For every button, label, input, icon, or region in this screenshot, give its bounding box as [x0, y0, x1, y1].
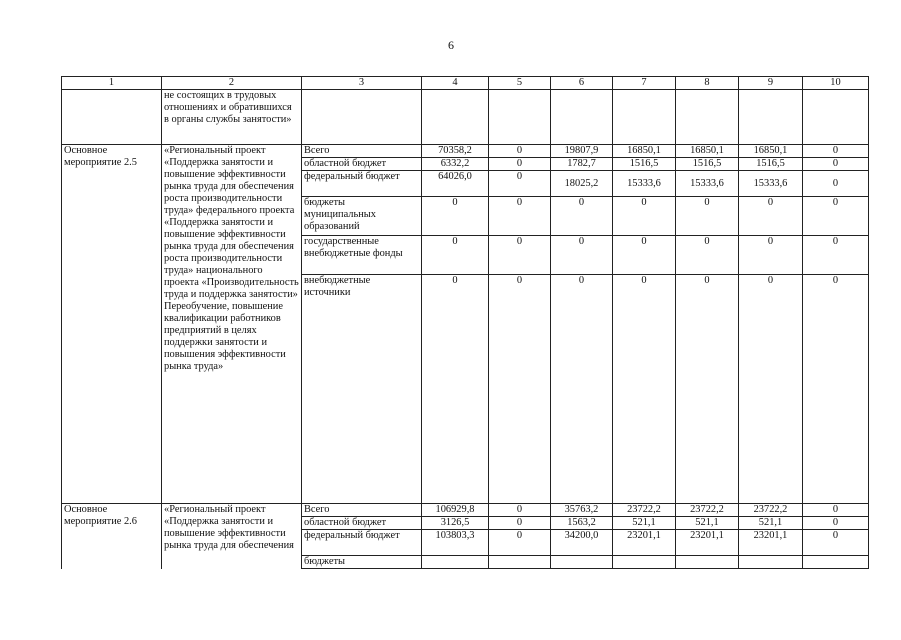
- header-cell: 4: [422, 77, 489, 90]
- funding-source: бюджеты муниципальных образований: [302, 197, 422, 236]
- value-cell: [676, 556, 739, 569]
- value-cell: 6332,2: [422, 158, 489, 171]
- value-cell: 23201,1: [739, 530, 803, 556]
- header-cell: 3: [302, 77, 422, 90]
- empty-cell: [489, 90, 551, 145]
- funding-source: Всего: [302, 145, 422, 158]
- activity-name: Основное мероприятие 2.5: [62, 145, 162, 504]
- header-cell: 6: [551, 77, 613, 90]
- empty-cell: [676, 90, 739, 145]
- value-cell: 0: [803, 236, 869, 275]
- value-cell: [613, 556, 676, 569]
- header-cell: 7: [613, 77, 676, 90]
- header-cell: 9: [739, 77, 803, 90]
- value-cell: 0: [803, 145, 869, 158]
- value-cell: 23722,2: [739, 504, 803, 517]
- funding-source: областной бюджет: [302, 517, 422, 530]
- value-cell: 35763,2: [551, 504, 613, 517]
- value-cell: [551, 556, 613, 569]
- funding-source: государственные внебюджетные фонды: [302, 236, 422, 275]
- value-cell: 0: [803, 158, 869, 171]
- value-cell: 0: [803, 275, 869, 504]
- value-cell: 0: [676, 275, 739, 504]
- value-cell: 0: [422, 236, 489, 275]
- value-cell: 0: [803, 197, 869, 236]
- value-cell: 23201,1: [676, 530, 739, 556]
- value-cell: 106929,8: [422, 504, 489, 517]
- value-cell: 19807,9: [551, 145, 613, 158]
- continuation-row: [62, 90, 869, 145]
- value-cell: [803, 556, 869, 569]
- value-cell: 0: [422, 275, 489, 504]
- table-row: [62, 145, 869, 158]
- value-cell: 0: [489, 236, 551, 275]
- value-cell: 16850,1: [676, 145, 739, 158]
- value-cell: 0: [489, 145, 551, 158]
- value-cell: 0: [489, 530, 551, 556]
- value-cell: 0: [739, 236, 803, 275]
- value-cell: 0: [803, 530, 869, 556]
- value-cell: 0: [489, 504, 551, 517]
- page-number: 6: [448, 38, 454, 52]
- value-cell: 18025,2: [551, 171, 613, 197]
- header-cell: 2: [162, 77, 302, 90]
- header-cell: 10: [803, 77, 869, 90]
- value-cell: 23722,2: [613, 504, 676, 517]
- value-cell: 0: [422, 197, 489, 236]
- table-row: [62, 504, 869, 517]
- empty-cell: [803, 90, 869, 145]
- continuation-text: не состоящих в трудовых отношениях и обратившихся в органы службы занятости»: [162, 90, 302, 145]
- header-row: [62, 77, 869, 90]
- value-cell: 521,1: [613, 517, 676, 530]
- value-cell: 0: [551, 197, 613, 236]
- value-cell: 521,1: [739, 517, 803, 530]
- funding-source: Всего: [302, 504, 422, 517]
- value-cell: 16850,1: [739, 145, 803, 158]
- value-cell: 0: [613, 197, 676, 236]
- header-cell: 5: [489, 77, 551, 90]
- header-cell: 8: [676, 77, 739, 90]
- value-cell: 70358,2: [422, 145, 489, 158]
- value-cell: [739, 556, 803, 569]
- header-cell: 1: [62, 77, 162, 90]
- value-cell: 23722,2: [676, 504, 739, 517]
- value-cell: [422, 556, 489, 569]
- funding-source: федеральный бюджет: [302, 530, 422, 556]
- empty-cell: [422, 90, 489, 145]
- value-cell: [489, 556, 551, 569]
- value-cell: 15333,6: [613, 171, 676, 197]
- value-cell: 1516,5: [613, 158, 676, 171]
- value-cell: 103803,3: [422, 530, 489, 556]
- value-cell: 0: [489, 158, 551, 171]
- value-cell: 0: [613, 236, 676, 275]
- activity-name: Основное мероприятие 2.6: [62, 504, 162, 569]
- value-cell: 0: [676, 197, 739, 236]
- value-cell: 0: [489, 275, 551, 504]
- value-cell: 0: [489, 171, 551, 197]
- value-cell: 23201,1: [613, 530, 676, 556]
- value-cell: 0: [739, 275, 803, 504]
- value-cell: 1782,7: [551, 158, 613, 171]
- budget-table: [61, 76, 869, 569]
- activity-description: «Региональный проект «Поддержка занятости и повышение эффективности рынка труда для обеспечения роста производительности труда» федерального проекта «Поддержка занятости и повышение эффективности рынка труда для обеспечения роста производительности труда» национального проекта «Производительность труда и поддержка занятости» Переобучение, повышение квалификации работников предприятий в целях поддержки занятости и повышения эффективности рынка труда»: [162, 145, 302, 504]
- value-cell: 0: [803, 504, 869, 517]
- value-cell: 0: [803, 517, 869, 530]
- activity-description: «Региональный проект «Поддержка занятости и повышение эффективности рынка труда для обеспечения: [162, 504, 302, 569]
- funding-source: областной бюджет: [302, 158, 422, 171]
- value-cell: 15333,6: [676, 171, 739, 197]
- value-cell: 0: [551, 236, 613, 275]
- value-cell: 16850,1: [613, 145, 676, 158]
- value-cell: 64026,0: [422, 171, 489, 197]
- empty-cell: [62, 90, 162, 145]
- value-cell: 15333,6: [739, 171, 803, 197]
- funding-source: бюджеты: [302, 556, 422, 569]
- value-cell: 1516,5: [739, 158, 803, 171]
- empty-cell: [302, 90, 422, 145]
- empty-cell: [551, 90, 613, 145]
- value-cell: 0: [551, 275, 613, 504]
- value-cell: 1563,2: [551, 517, 613, 530]
- value-cell: 0: [739, 197, 803, 236]
- value-cell: 1516,5: [676, 158, 739, 171]
- value-cell: 0: [676, 236, 739, 275]
- empty-cell: [613, 90, 676, 145]
- funding-source: федеральный бюджет: [302, 171, 422, 197]
- value-cell: 0: [803, 171, 869, 197]
- empty-cell: [739, 90, 803, 145]
- value-cell: 3126,5: [422, 517, 489, 530]
- value-cell: 0: [489, 197, 551, 236]
- value-cell: 34200,0: [551, 530, 613, 556]
- value-cell: 0: [489, 517, 551, 530]
- funding-source: внебюджетные источники: [302, 275, 422, 504]
- value-cell: 0: [613, 275, 676, 504]
- value-cell: 521,1: [676, 517, 739, 530]
